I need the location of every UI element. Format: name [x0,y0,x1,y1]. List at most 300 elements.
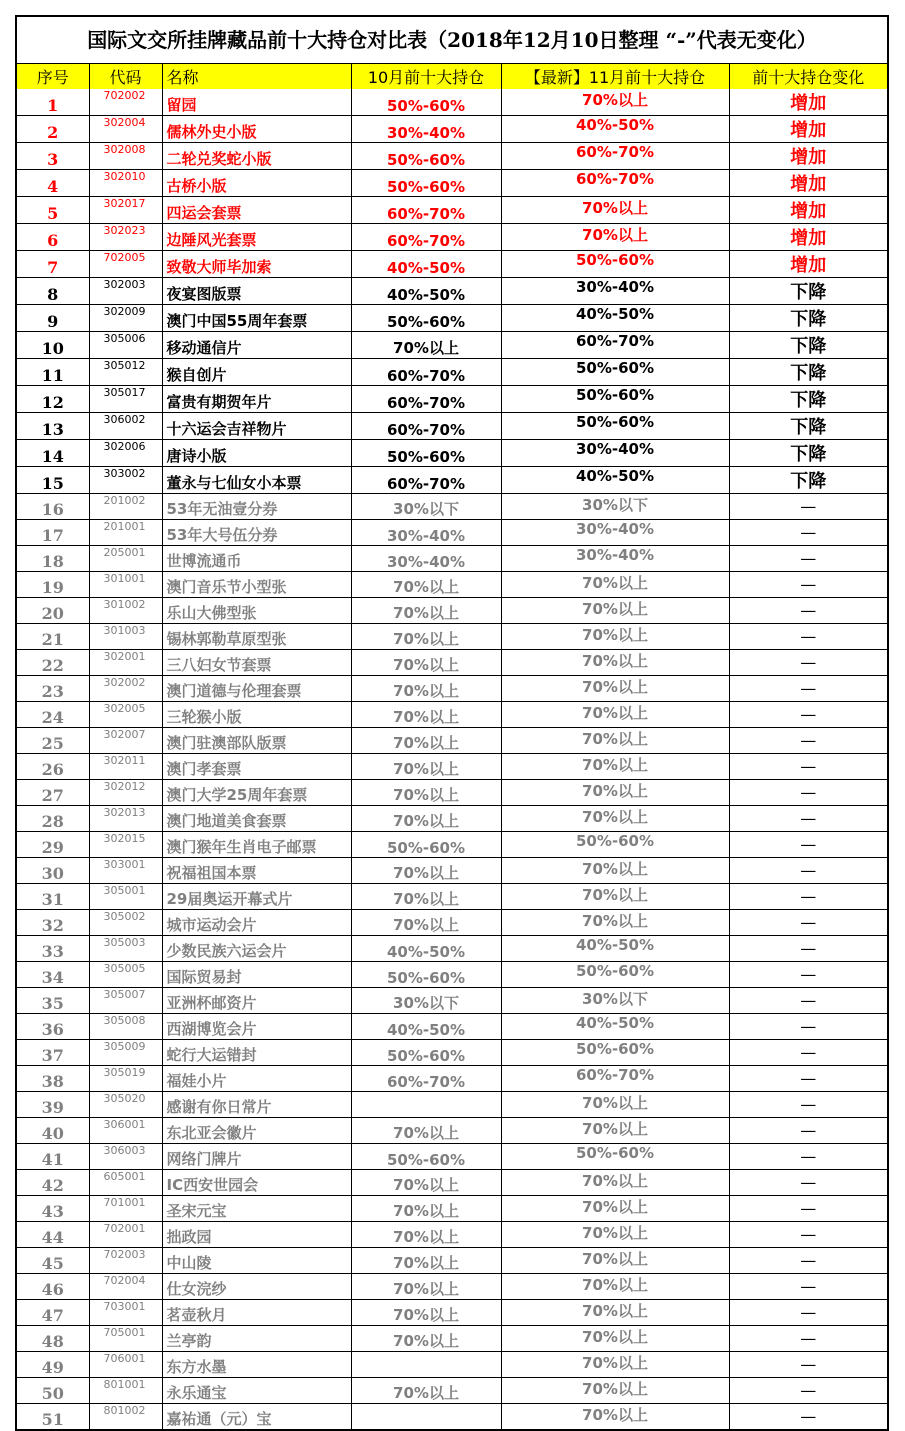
table-row [17,89,887,116]
row-name: 29届奥运开幕式片 [162,884,351,910]
row-nov-holding: 40%-50% [501,116,729,143]
row-change: — [729,624,887,650]
row-code: 306002 [89,413,162,440]
row-nov-holding: 40%-50% [501,1014,729,1040]
row-change: — [729,702,887,728]
row-code: 301003 [89,624,162,650]
row-change: 下降 [729,305,887,332]
row-code: 702004 [89,1274,162,1300]
row-oct-holding: 70%以上 [351,598,501,624]
row-change: 增加 [729,224,887,251]
row-code: 305007 [89,988,162,1014]
row-change: — [729,520,887,546]
row-name: 四运会套票 [162,197,351,224]
row-oct-holding: 70%以上 [351,1196,501,1222]
row-nov-holding: 70%以上 [501,1300,729,1326]
row-name: 蛇行大运错封 [162,1040,351,1066]
row-name: 澳门孝套票 [162,754,351,780]
row-change: 增加 [729,170,887,197]
table-row [17,440,887,467]
row-nov-holding: 70%以上 [501,1326,729,1352]
row-nov-holding: 50%-60% [501,1144,729,1170]
table-row [17,572,887,598]
table-row [17,1118,887,1144]
row-code: 303001 [89,858,162,884]
row-change: — [729,1170,887,1196]
row-name: 澳门地道美食套票 [162,806,351,832]
row-name: IC西安世园会 [162,1170,351,1196]
row-code: 801002 [89,1404,162,1430]
row-name: 猴自创片 [162,359,351,386]
row-code: 702005 [89,251,162,278]
row-name: 53年无油壹分券 [162,494,351,520]
row-change: — [729,1196,887,1222]
row-oct-holding: 70%以上 [351,624,501,650]
table-row [17,1092,887,1118]
header-name: 名称 [162,64,351,89]
row-change: — [729,858,887,884]
row-index: 44 [17,1222,89,1248]
row-index: 46 [17,1274,89,1300]
row-oct-holding: 70%以上 [351,676,501,702]
table-row [17,494,887,520]
row-name: 兰亭韵 [162,1326,351,1352]
row-change: — [729,1248,887,1274]
row-name: 仕女浣纱 [162,1274,351,1300]
row-code: 302003 [89,278,162,305]
table-row [17,806,887,832]
row-index: 14 [17,440,89,467]
row-code: 305008 [89,1014,162,1040]
table-row [17,359,887,386]
table-row [17,546,887,572]
row-nov-holding: 40%-50% [501,936,729,962]
row-change: 下降 [729,413,887,440]
row-name: 澳门道德与伦理套票 [162,676,351,702]
row-nov-holding: 50%-60% [501,1040,729,1066]
row-change: — [729,1014,887,1040]
row-nov-holding: 70%以上 [501,1404,729,1430]
table-row [17,224,887,251]
row-change: — [729,572,887,598]
row-oct-holding: 70%以上 [351,728,501,754]
row-oct-holding [351,1352,501,1378]
row-name: 边陲风光套票 [162,224,351,251]
row-index: 23 [17,676,89,702]
row-oct-holding: 70%以上 [351,806,501,832]
comparison-sheet [15,15,889,1431]
row-nov-holding: 30%-40% [501,278,729,305]
row-change: — [729,988,887,1014]
row-name: 拙政园 [162,1222,351,1248]
table-row [17,780,887,806]
row-code: 703001 [89,1300,162,1326]
row-oct-holding: 60%-70% [351,1066,501,1092]
row-change: — [729,1118,887,1144]
row-code: 305001 [89,884,162,910]
row-nov-holding: 70%以上 [501,1378,729,1404]
row-index: 13 [17,413,89,440]
row-code: 302011 [89,754,162,780]
table-row [17,650,887,676]
row-nov-holding: 70%以上 [501,650,729,676]
row-code: 302013 [89,806,162,832]
row-nov-holding: 70%以上 [501,1092,729,1118]
table-row [17,598,887,624]
row-nov-holding: 30%-40% [501,546,729,572]
row-nov-holding: 70%以上 [501,1118,729,1144]
row-nov-holding: 50%-60% [501,386,729,413]
table-row [17,116,887,143]
row-code: 302015 [89,832,162,858]
row-index: 11 [17,359,89,386]
row-name: 嘉祐通（元）宝 [162,1404,351,1430]
row-oct-holding: 50%-60% [351,170,501,197]
row-change: — [729,494,887,520]
row-name: 古桥小版 [162,170,351,197]
row-index: 36 [17,1014,89,1040]
row-index: 1 [17,89,89,116]
row-nov-holding: 30%-40% [501,440,729,467]
row-name: 唐诗小版 [162,440,351,467]
row-nov-holding: 70%以上 [501,806,729,832]
row-oct-holding: 40%-50% [351,936,501,962]
row-oct-holding: 30%以下 [351,988,501,1014]
row-oct-holding [351,1092,501,1118]
row-change: — [729,676,887,702]
table-row [17,467,887,494]
table-row [17,197,887,224]
row-oct-holding: 50%-60% [351,89,501,116]
row-nov-holding: 50%-60% [501,251,729,278]
table-row [17,988,887,1014]
row-code: 302004 [89,116,162,143]
table-row [17,910,887,936]
row-code: 301002 [89,598,162,624]
row-change: — [729,884,887,910]
table-row [17,1196,887,1222]
table-row [17,170,887,197]
row-code: 305006 [89,332,162,359]
row-index: 27 [17,780,89,806]
row-code: 302012 [89,780,162,806]
row-index: 6 [17,224,89,251]
row-index: 47 [17,1300,89,1326]
row-name: 留园 [162,89,351,116]
row-oct-holding: 40%-50% [351,1014,501,1040]
table-row [17,676,887,702]
row-index: 48 [17,1326,89,1352]
row-code: 306003 [89,1144,162,1170]
table-row [17,332,887,359]
row-oct-holding: 70%以上 [351,754,501,780]
row-index: 35 [17,988,89,1014]
row-nov-holding: 50%-60% [501,413,729,440]
row-name: 二轮兑奖蛇小版 [162,143,351,170]
table-row [17,1170,887,1196]
row-oct-holding: 50%-60% [351,1040,501,1066]
row-index: 50 [17,1378,89,1404]
row-change: — [729,728,887,754]
row-index: 20 [17,598,89,624]
row-oct-holding: 60%-70% [351,467,501,494]
row-index: 2 [17,116,89,143]
row-index: 18 [17,546,89,572]
header-index: 序号 [17,64,89,89]
row-oct-holding: 50%-60% [351,962,501,988]
row-index: 41 [17,1144,89,1170]
table-row [17,1040,887,1066]
row-name: 茗壶秋月 [162,1300,351,1326]
row-oct-holding: 70%以上 [351,572,501,598]
row-name: 三轮猴小版 [162,702,351,728]
row-change: — [729,754,887,780]
row-index: 30 [17,858,89,884]
row-nov-holding: 70%以上 [501,224,729,251]
row-code: 205001 [89,546,162,572]
row-index: 15 [17,467,89,494]
holdings-table [17,64,887,1429]
row-index: 38 [17,1066,89,1092]
row-change: — [729,1404,887,1430]
row-oct-holding: 70%以上 [351,1300,501,1326]
row-nov-holding: 60%-70% [501,1066,729,1092]
table-row [17,413,887,440]
row-name: 祝福祖国本票 [162,858,351,884]
row-name: 锡林郭勒草原型张 [162,624,351,650]
row-index: 39 [17,1092,89,1118]
row-index: 29 [17,832,89,858]
row-name: 澳门猴年生肖电子邮票 [162,832,351,858]
row-change: — [729,1040,887,1066]
row-index: 40 [17,1118,89,1144]
row-index: 26 [17,754,89,780]
row-name: 十六运会吉祥物片 [162,413,351,440]
row-code: 706001 [89,1352,162,1378]
row-oct-holding: 40%-50% [351,278,501,305]
row-change: — [729,1378,887,1404]
row-change: 下降 [729,332,887,359]
row-index: 43 [17,1196,89,1222]
row-index: 8 [17,278,89,305]
row-index: 7 [17,251,89,278]
row-change: — [729,962,887,988]
row-name: 西湖博览会片 [162,1014,351,1040]
row-oct-holding: 70%以上 [351,1378,501,1404]
row-name: 乐山大佛型张 [162,598,351,624]
table-row [17,884,887,910]
row-nov-holding: 70%以上 [501,572,729,598]
row-change: — [729,806,887,832]
row-name: 53年大号伍分券 [162,520,351,546]
row-code: 302002 [89,676,162,702]
table-row [17,251,887,278]
row-nov-holding: 70%以上 [501,754,729,780]
header-code: 代码 [89,64,162,89]
table-row [17,278,887,305]
row-oct-holding: 70%以上 [351,1118,501,1144]
row-oct-holding: 50%-60% [351,143,501,170]
row-code: 201001 [89,520,162,546]
row-nov-holding: 60%-70% [501,332,729,359]
row-index: 9 [17,305,89,332]
row-oct-holding [351,1404,501,1430]
row-nov-holding: 70%以上 [501,702,729,728]
table-row [17,1352,887,1378]
header-row [17,64,887,89]
table-row [17,728,887,754]
row-change: — [729,1326,887,1352]
table-row [17,1404,887,1430]
row-nov-holding: 30%-40% [501,520,729,546]
row-code: 305017 [89,386,162,413]
table-row [17,1222,887,1248]
row-oct-holding: 30%-40% [351,520,501,546]
row-index: 33 [17,936,89,962]
row-oct-holding: 40%-50% [351,251,501,278]
row-change: — [729,650,887,676]
row-name: 儒林外史小版 [162,116,351,143]
row-nov-holding: 70%以上 [501,89,729,116]
row-index: 32 [17,910,89,936]
row-code: 201002 [89,494,162,520]
table-row [17,305,887,332]
row-name: 福娃小片 [162,1066,351,1092]
row-nov-holding: 70%以上 [501,1248,729,1274]
row-name: 澳门音乐节小型张 [162,572,351,598]
row-index: 17 [17,520,89,546]
row-index: 16 [17,494,89,520]
row-oct-holding: 70%以上 [351,702,501,728]
row-index: 12 [17,386,89,413]
row-oct-holding: 50%-60% [351,832,501,858]
row-name: 亚洲杯邮资片 [162,988,351,1014]
header-change: 前十大持仓变化 [729,64,887,89]
row-change: — [729,1066,887,1092]
row-change: 增加 [729,143,887,170]
row-index: 37 [17,1040,89,1066]
row-code: 701001 [89,1196,162,1222]
table-row [17,832,887,858]
row-name: 城市运动会片 [162,910,351,936]
row-code: 702003 [89,1248,162,1274]
row-change: 下降 [729,467,887,494]
row-index: 10 [17,332,89,359]
row-name: 移动通信片 [162,332,351,359]
row-name: 董永与七仙女小本票 [162,467,351,494]
row-index: 3 [17,143,89,170]
row-index: 5 [17,197,89,224]
row-index: 49 [17,1352,89,1378]
table-row [17,936,887,962]
row-oct-holding: 70%以上 [351,1248,501,1274]
row-name: 网络门牌片 [162,1144,351,1170]
row-change: 下降 [729,278,887,305]
row-nov-holding: 70%以上 [501,1274,729,1300]
row-code: 302007 [89,728,162,754]
row-oct-holding: 70%以上 [351,1274,501,1300]
row-nov-holding: 70%以上 [501,728,729,754]
row-nov-holding: 60%-70% [501,143,729,170]
row-code: 305012 [89,359,162,386]
table-row [17,624,887,650]
row-oct-holding: 60%-70% [351,359,501,386]
row-name: 澳门大学25周年套票 [162,780,351,806]
row-code: 306001 [89,1118,162,1144]
row-name: 致敬大师毕加索 [162,251,351,278]
row-nov-holding: 70%以上 [501,1196,729,1222]
row-name: 夜宴图版票 [162,278,351,305]
row-change: — [729,1300,887,1326]
row-index: 21 [17,624,89,650]
table-row [17,754,887,780]
row-index: 4 [17,170,89,197]
row-nov-holding: 60%-70% [501,170,729,197]
row-code: 305002 [89,910,162,936]
sheet-title: 国际文交所挂牌藏品前十大持仓对比表（2018年12月10日整理 “-”代表无变化） [17,17,887,64]
row-nov-holding: 70%以上 [501,858,729,884]
table-row [17,702,887,728]
row-name: 澳门驻澳部队版票 [162,728,351,754]
row-code: 302006 [89,440,162,467]
row-change: — [729,1274,887,1300]
header-nov: 【最新】11月前十大持仓 [501,64,729,89]
row-oct-holding: 70%以上 [351,1170,501,1196]
row-oct-holding: 70%以上 [351,1326,501,1352]
row-index: 45 [17,1248,89,1274]
row-oct-holding: 70%以上 [351,780,501,806]
row-index: 22 [17,650,89,676]
row-code: 702001 [89,1222,162,1248]
header-oct: 10月前十大持仓 [351,64,501,89]
row-name: 东北亚会徽片 [162,1118,351,1144]
table-row [17,1014,887,1040]
row-code: 305005 [89,962,162,988]
row-code: 305019 [89,1066,162,1092]
row-change: 增加 [729,197,887,224]
table-row [17,1144,887,1170]
table-row [17,1378,887,1404]
table-row [17,1066,887,1092]
row-change: — [729,598,887,624]
row-oct-holding: 70%以上 [351,332,501,359]
row-oct-holding: 70%以上 [351,884,501,910]
row-change: 增加 [729,89,887,116]
row-nov-holding: 40%-50% [501,305,729,332]
row-name: 感谢有你日常片 [162,1092,351,1118]
row-nov-holding: 70%以上 [501,1222,729,1248]
row-index: 28 [17,806,89,832]
row-index: 34 [17,962,89,988]
row-nov-holding: 70%以上 [501,1170,729,1196]
row-code: 303002 [89,467,162,494]
row-code: 302009 [89,305,162,332]
table-row [17,386,887,413]
row-change: — [729,1144,887,1170]
table-row [17,1274,887,1300]
row-change: — [729,1352,887,1378]
row-index: 51 [17,1404,89,1430]
row-change: 增加 [729,116,887,143]
row-code: 301001 [89,572,162,598]
row-code: 302008 [89,143,162,170]
row-oct-holding: 30%以下 [351,494,501,520]
row-code: 302001 [89,650,162,676]
row-change: — [729,546,887,572]
row-code: 302023 [89,224,162,251]
row-oct-holding: 50%-60% [351,305,501,332]
row-nov-holding: 40%-50% [501,467,729,494]
